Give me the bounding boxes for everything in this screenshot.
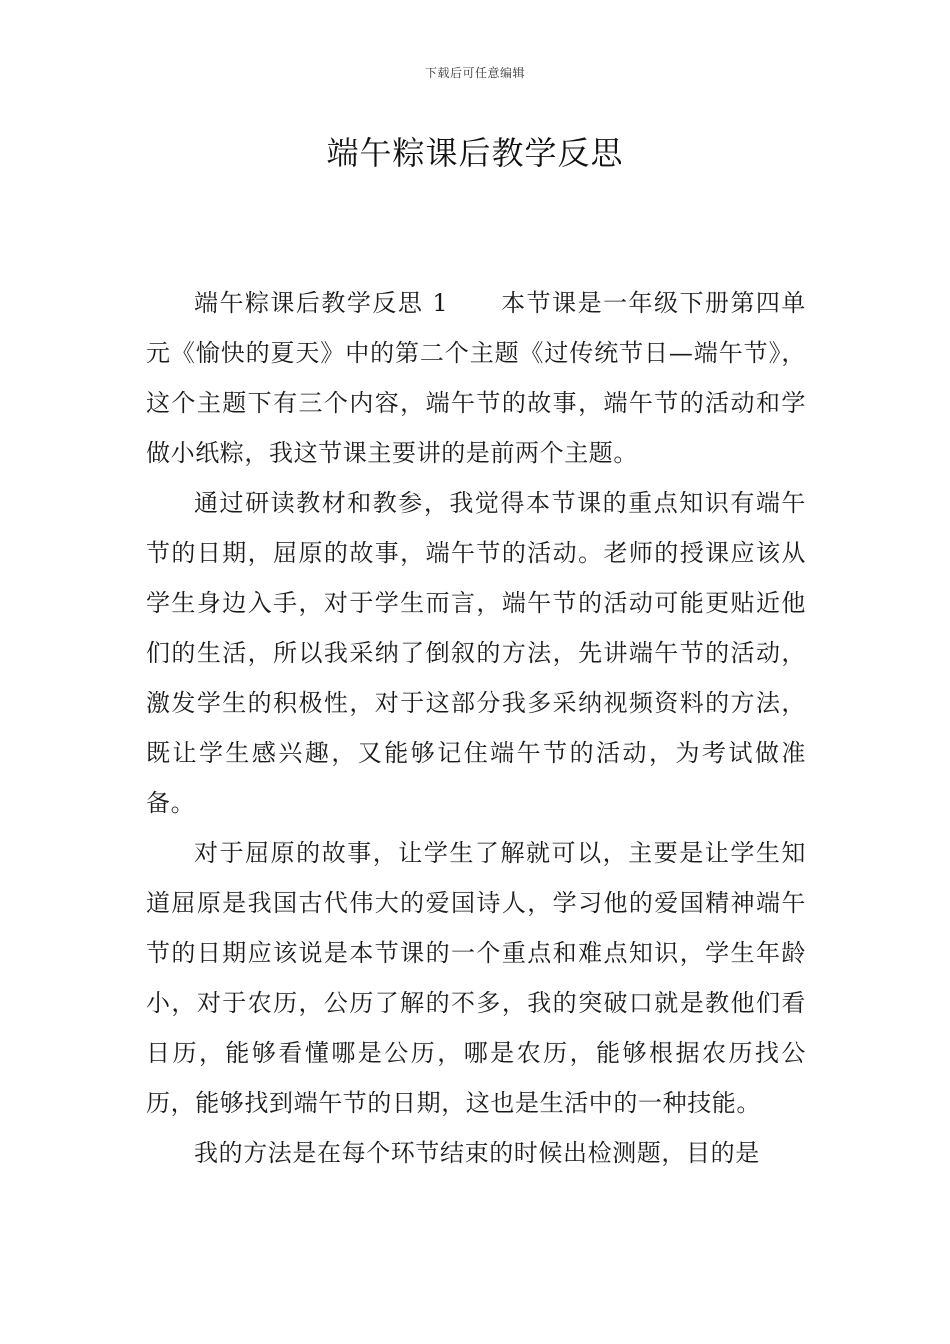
paragraph-1-text: 本节课是一年级下册第四单元《愉快的夏天》中的第二个主题《过传统节日—端午节》，这个主题下有三个内容，端午节的故事，端午节的活动和学做小纸粽，我这节课主要讲的是前两个主题。 <box>146 289 807 467</box>
paragraph-3: 对于屈原的故事，让学生了解就可以，主要是让学生知道屈原是我国古代伟大的爱国诗人，学习他的爱国精神端午节的日期应该说是本节课的一个重点和难点知识，学生年龄小，对于农历，公历了解的不多，我的突破口就是教他们看日历，能够看懂哪是公历，哪是农历，能够根据农历找公历，能够找到端午节的日期，这也是生活中的一种技能。 <box>146 839 806 1117</box>
paragraph-1 <box>146 278 806 478</box>
header-note: 下载后可任意编辑 <box>424 66 525 80</box>
section-label: 端午粽课后教学反思 1 <box>194 289 449 317</box>
document-title: 端午粽课后教学反思 <box>326 134 624 172</box>
paragraph-4: 我的方法是在每个环节结束的时候出检测题，目的是 <box>194 1139 760 1167</box>
paragraph-2: 通过研读教材和教参，我觉得本节课的重点知识有端午节的日期，屈原的故事，端午节的活动。老师的授课应该从学生身边入手，对于学生而言，端午节的活动可能更贴近他们的生活，所以我采纳了倒叙的方法，先讲端午节的活动，激发学生的积极性，对于这部分我多采纳视频资料的方法，既让学生感兴趣，又能够记住端午节的活动，为考试做准备。 <box>146 489 806 817</box>
document-body <box>146 278 806 1178</box>
